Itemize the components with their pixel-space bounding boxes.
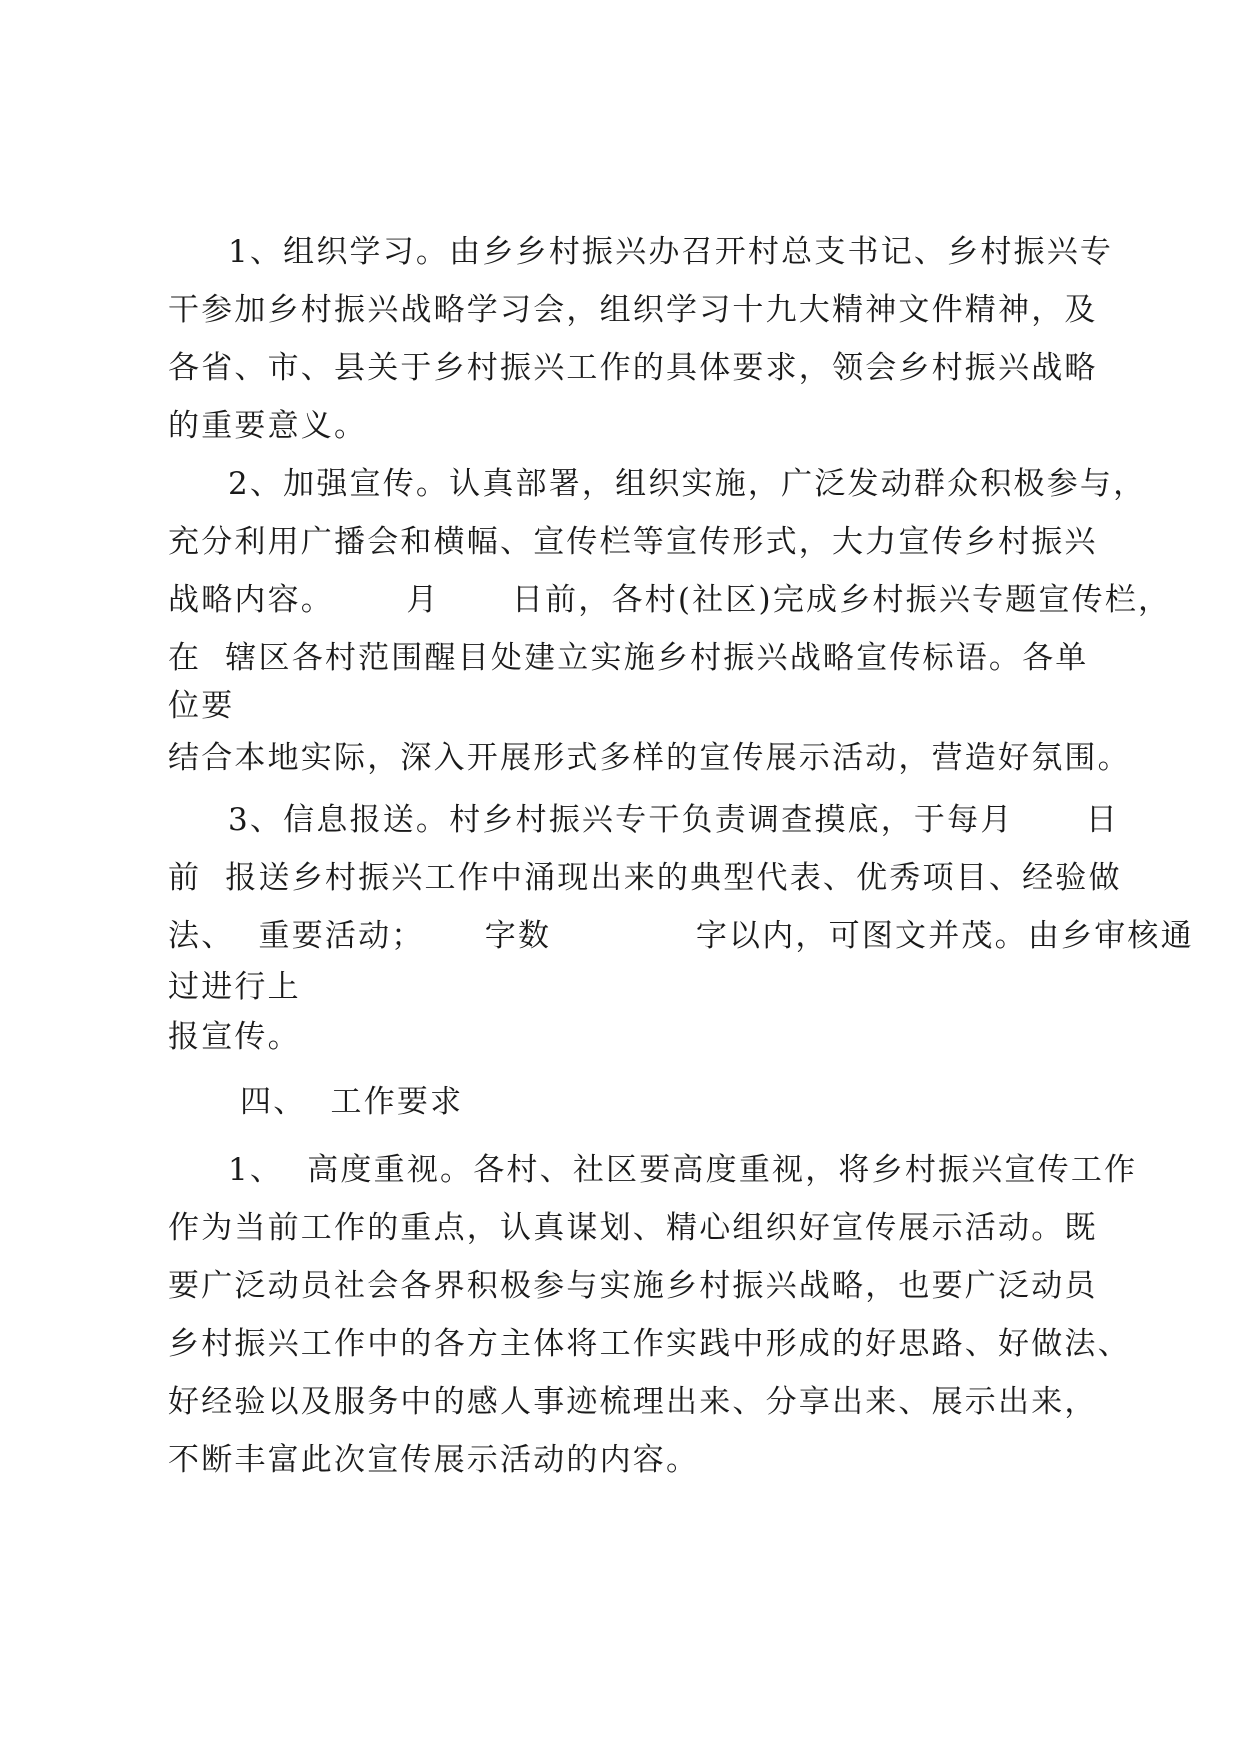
text-line: 乡村振兴工作中的各方主体将工作实践中形成的好思路、好做法、	[168, 1326, 1131, 1362]
text-line: 1、组织学习。由乡乡村振兴办召开村总支书记、乡村振兴专	[228, 234, 1114, 270]
text-line: 报宣传。	[168, 1019, 301, 1055]
text-line: 1、 高度重视。各村、社区要高度重视，将乡村振兴宣传工作	[228, 1152, 1138, 1188]
text-line: 要广泛动员社会各界积极参与实施乡村振兴战略，也要广泛动员	[168, 1268, 1098, 1304]
text-line: 充分利用广播会和横幅、宣传栏等宣传形式，大力宣传乡村振兴	[168, 524, 1098, 560]
text-line: 位要	[168, 688, 235, 724]
text-line: 战略内容。 月 日前，各村(社区)完成乡村振兴专题宣传栏，	[168, 582, 1172, 618]
text-line: 在 辖区各村范围醒目处建立实施乡村振兴战略宣传标语。各单	[168, 640, 1089, 676]
text-line: 干参加乡村振兴战略学习会，组织学习十九大精神文件精神，及	[168, 292, 1098, 328]
text-line: 过进行上	[168, 969, 301, 1005]
text-line: 结合本地实际，深入开展形式多样的宣传展示活动，营造好氛围。	[168, 740, 1131, 776]
text-line: 的重要意义。	[168, 408, 368, 444]
text-line: 好经验以及服务中的感人事迹梳理出来、分享出来、展示出来，	[168, 1384, 1098, 1420]
text-line: 2、加强宣传。认真部署，组织实施，广泛发动群众积极参与，	[228, 466, 1147, 502]
text-line: 法、 重要活动； 字数 字以内，可图文并茂。由乡审核通	[168, 918, 1194, 954]
text-line: 前 报送乡村振兴工作中涌现出来的典型代表、优秀项目、经验做	[168, 860, 1122, 896]
text-line: 作为当前工作的重点，认真谋划、精心组织好宣传展示活动。既	[168, 1210, 1098, 1246]
text-line: 各省、市、县关于乡村振兴工作的具体要求，领会乡村振兴战略	[168, 350, 1098, 386]
text-line: 不断丰富此次宣传展示活动的内容。	[168, 1442, 700, 1478]
text-line: 3、信息报送。村乡村振兴专干负责调查摸底，于每月 日	[228, 802, 1120, 838]
section-heading: 四、 工作要求	[240, 1084, 464, 1120]
